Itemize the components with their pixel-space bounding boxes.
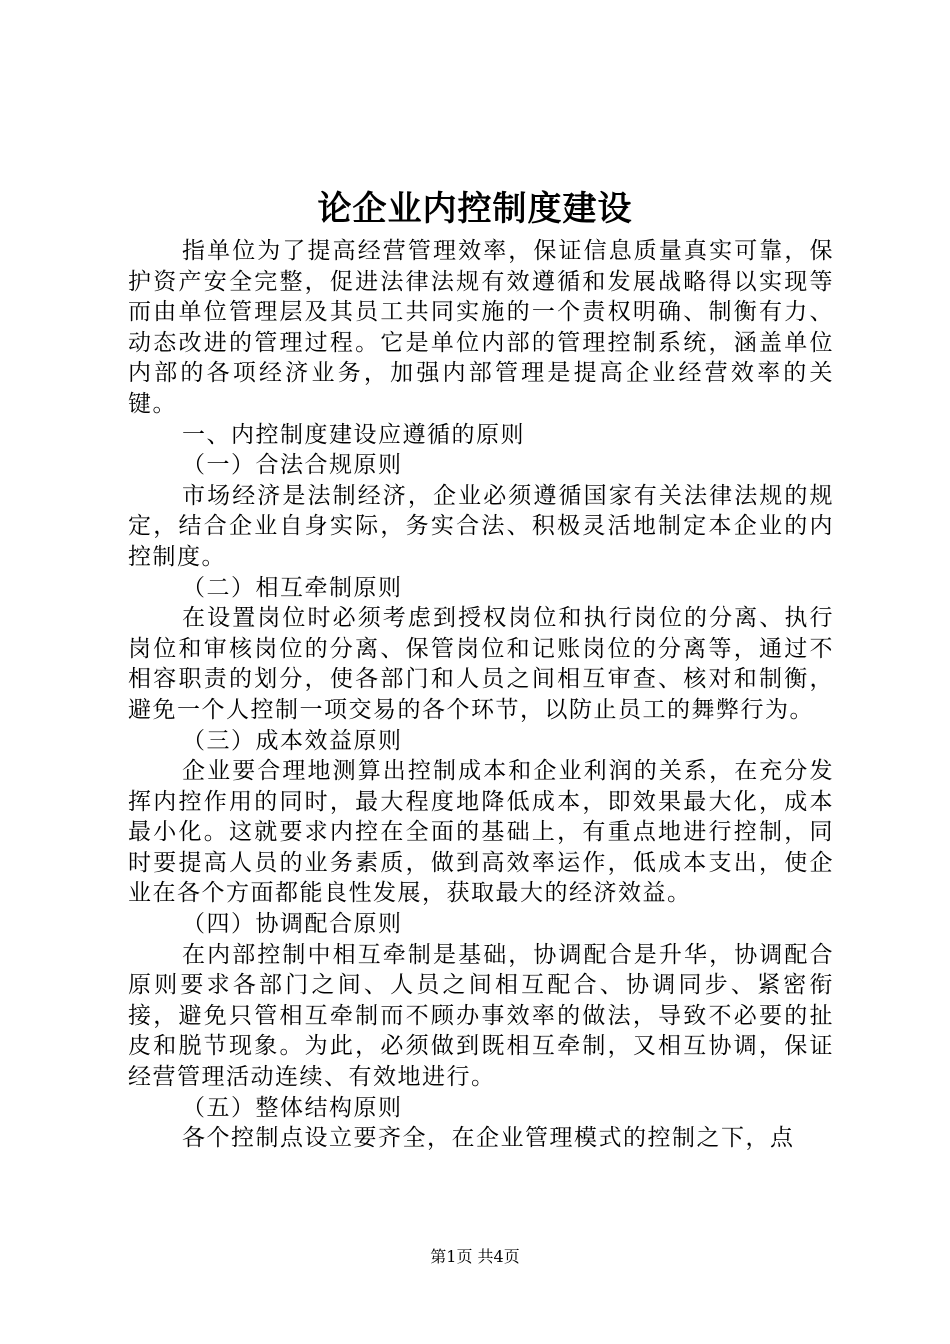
- subheading-overall-structure: （五）整体结构原则: [182, 1094, 403, 1121]
- subheading-cost-benefit: （三）成本效益原则: [182, 727, 403, 754]
- subheading-coordination: （四）协调配合原则: [182, 911, 403, 938]
- subheading-mutual-restraint: （二）相互牵制原则: [182, 574, 403, 601]
- document-body: [128, 236, 834, 1154]
- paragraph-cost-benefit: 企业要合理地测算出控制成本和企业利润的关系，在充分发挥内控作用的同时，最大程度地降低成本，即效果最大化，成本最小化。这就要求内控在全面的基础上，有重点地进行控制，同时要提高人员的业务素质，做到高效率运作，低成本支出，使企业在各个方面都能良性发展，获取最大的经济效益。: [128, 758, 834, 907]
- subheading-legal-compliance: （一）合法合规原则: [182, 452, 403, 479]
- paragraph-mutual-restraint: 在设置岗位时必须考虑到授权岗位和执行岗位的分离、执行岗位和审核岗位的分离、保管岗位和记账岗位的分离等，通过不相容职责的划分，使各部门和人员之间相互审查、核对和制衡，避免一个人控制一项交易的各个环节，以防止员工的舞弊行为。: [128, 605, 834, 723]
- paragraph-overall-structure: 各个控制点设立要齐全，在企业管理模式的控制之下，点: [182, 1125, 795, 1152]
- paragraph-legal-compliance: 市场经济是法制经济，企业必须遵循国家有关法律法规的规定，结合企业自身实际，务实合法、积极灵活地制定本企业的内控制度。: [128, 482, 834, 570]
- paragraph-coordination: 在内部控制中相互牵制是基础，协调配合是升华，协调配合原则要求各部门之间、人员之间相互配合、协调同步、紧密衔接，避免只管相互牵制而不顾办事效率的做法，导致不必要的扯皮和脱节现象。为此，必须做到既相互牵制，又相互协调，保证经营管理活动连续、有效地进行。: [128, 941, 834, 1091]
- document-title: 论企业内控制度建设: [317, 189, 633, 229]
- paragraph-intro: 指单位为了提高经营管理效率，保证信息质量真实可靠，保护资产安全完整，促进法律法规有效遵循和发展战略得以实现等而由单位管理层及其员工共同实施的一个责权明确、制衡有力、动态改进的管理过程。它是单位内部的管理控制系统，涵盖单位内部的各项经济业务，加强内部管理是提高企业经营效率的关键。: [128, 238, 834, 417]
- section-heading-principles: 一、内控制度建设应遵循的原则: [182, 421, 525, 448]
- page-number-footer: 第1页 共4页: [430, 1247, 520, 1266]
